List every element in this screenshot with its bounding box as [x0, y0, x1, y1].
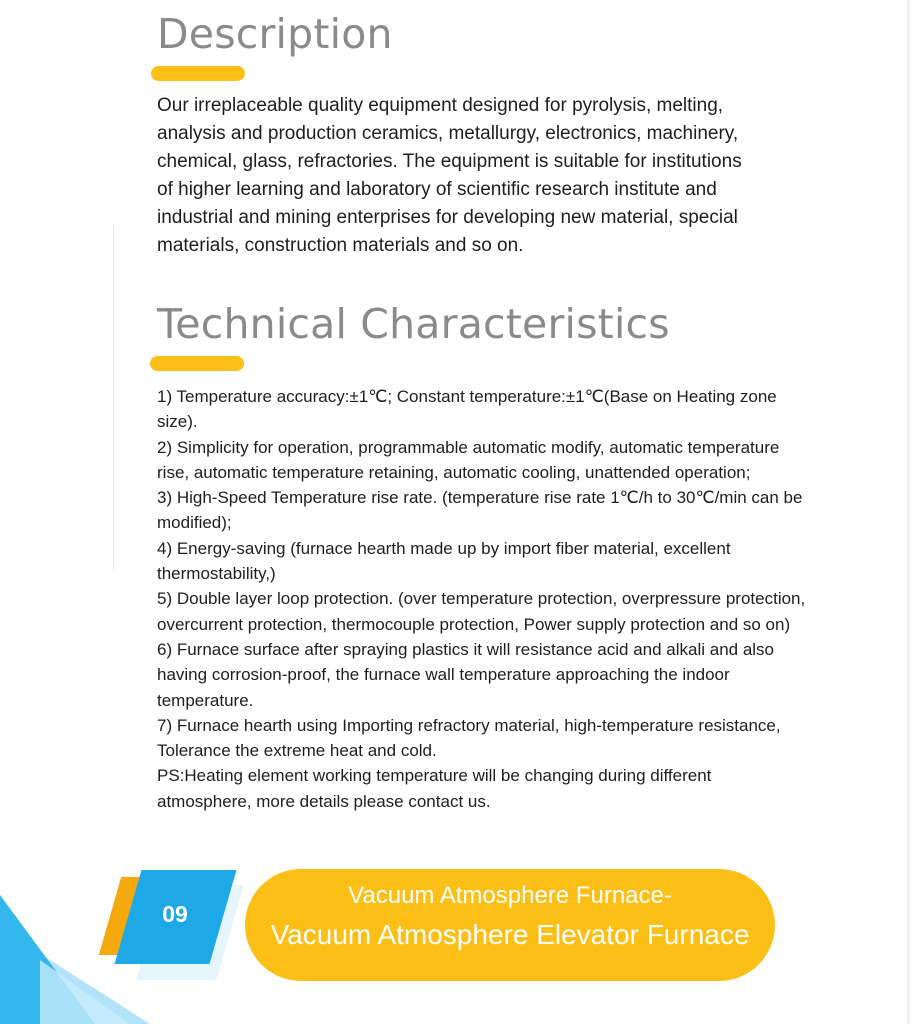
decor-triangle-pale: [40, 960, 130, 1024]
technical-item-3: 3) High-Speed Temperature rise rate. (temperature rise rate 1℃/h to 30℃/min can be modified);: [157, 488, 803, 533]
footer-title-line2: Vacuum Atmosphere Elevator Furnace: [270, 919, 750, 950]
technical-item-4: 4) Energy-saving (furnace hearth made up by import fiber material, excellent thermostability,): [157, 538, 731, 584]
description-heading: Description: [157, 10, 393, 58]
technical-heading: Technical Characteristics: [157, 300, 670, 348]
description-underline-bar: [151, 66, 245, 81]
footer-title-line1: Vacuum Atmosphere Furnace-: [348, 882, 672, 909]
right-edge-line: [907, 0, 910, 1024]
footer-title-banner: [245, 869, 775, 981]
description-body: Our irreplaceable quality equipment designed for pyrolysis, melting, analysis and production ceramics, metallurgy, electronics, machinery, chemical, glass, refractories. The equipment is suitable for institutions of higher learning and laboratory of scientific research institute and industrial and mining enterprises for developing new material, special materials, construction materials and so on.: [157, 95, 742, 256]
technical-item-2: 2) Simplicity for operation, programmable automatic modify, automatic temperature rise, automatic temperature retaining, automatic cooling, unattended operation;: [157, 437, 780, 482]
technical-note: PS:Heating element working temperature will be changing during different atmosphere, more details please contact us.: [157, 766, 712, 811]
technical-item-5: 5) Double layer loop protection. (over temperature protection, overpressure protection, overcurrent protection, thermocouple protection, Power supply protection and so on): [157, 589, 806, 634]
technical-item-1: 1) Temperature accuracy:±1℃; Constant temperature:±1℃(Base on Heating zone size).: [157, 387, 777, 432]
technical-item-7: 7) Furnace hearth using Importing refractory material, high-temperature resistance, Tolerance the extreme heat and cold.: [157, 715, 781, 761]
technical-underline-bar: [150, 356, 244, 371]
page-number: 09: [162, 901, 188, 927]
technical-list: [157, 384, 807, 814]
left-divider-line: [113, 225, 114, 570]
technical-item-6: 6) Furnace surface after spraying plastics it will resistance acid and alkali and also having corrosion-proof, the furnace wall temperature approaching the indoor temperature.: [157, 639, 775, 710]
